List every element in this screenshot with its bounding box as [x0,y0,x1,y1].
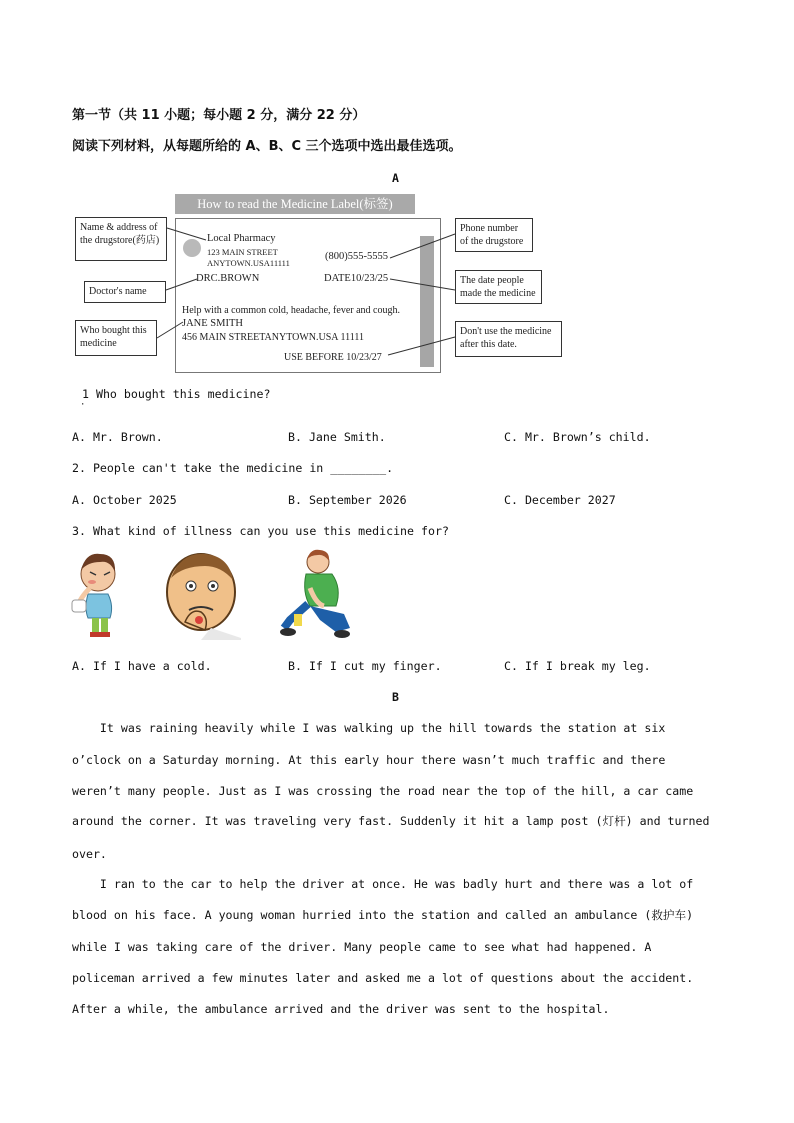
pharmacy-city: ANYTOWN.USA11111 [207,258,290,268]
label-side-bar [420,236,434,367]
question-1-dot: · [80,400,86,410]
callout-date-made: The date people made the medicine [455,270,542,304]
question-1-option-c: C. Mr. Brown’s child. [504,430,651,444]
passage-line: over. [72,847,107,861]
section-instruction: 阅读下列材料，从每题所给的 A、B、C 三个选项中选出最佳选项。 [72,139,462,154]
passage-line: around the corner. It was traveling very fast. Suddenly it hit a lamp post (灯杆) and turned [72,814,710,828]
question-1-option-a: A. Mr. Brown. [72,430,163,444]
patient-address: 456 MAIN STREETANYTOWN.USA 11111 [182,332,364,343]
pharmacy-street: 123 MAIN STREET [207,247,278,257]
pharmacy-phone: (800)555-5555 [325,251,388,262]
cold-child-illustration [70,548,130,640]
use-before-date: USE BEFORE 10/23/27 [284,352,382,363]
part-a-letter: A [392,171,399,185]
callout-doctor-name: Doctor's name [84,281,166,303]
question-1-stem: 1 Who bought this medicine? [82,387,271,401]
passage-line: It was raining heavily while I was walking up the hill towards the station at six [72,721,666,735]
passage-line: After a while, the ambulance arrived and the driver was sent to the hospital. [72,1002,610,1016]
patient-name: JANE SMITH [182,318,243,329]
passage-line: o’clock on a Saturday morning. At this early hour there wasn’t much traffic and there [72,753,666,767]
callout-phone-number: Phone number of the drugstore [455,218,533,252]
made-date: DATE10/23/25 [324,273,389,284]
question-3-option-a: A. If I have a cold. [72,659,212,673]
question-3-option-c: C. If I break my leg. [504,659,651,673]
question-2-option-a: A. October 2025 [72,493,177,507]
section-heading: 第一节（共 11 小题；每小题 2 分，满分 22 分） [72,108,366,123]
passage-line: policeman arrived a few minutes later and asked me a lot of questions about the accident. [72,971,694,985]
question-3-stem: 3. What kind of illness can you use this medicine for? [72,524,449,538]
usage-text: Help with a common cold, headache, fever and cough. [182,305,400,316]
passage-line: while I was taking care of the driver. Many people came to see what had happened. A [72,940,652,954]
question-2-option-b: B. September 2026 [288,493,407,507]
callout-name-address: Name & address of the drugstore(药店) [75,217,167,261]
question-3-option-b: B. If I cut my finger. [288,659,442,673]
callout-dont-use: Don't use the medicine after this date. [455,321,562,357]
cut-finger-illustration [161,548,241,640]
doctor-name: DRC.BROWN [196,273,260,284]
passage-line: weren’t many people. Just as I was crossing the road near the top of the hill, a car came [72,784,694,798]
callout-who-bought: Who bought this medicine [75,320,157,356]
broken-leg-illustration [280,548,352,640]
passage-line: blood on his face. A young woman hurried into the station and called an ambulance (救护车) [72,908,694,922]
question-2-stem: 2. People can't take the medicine in ________. [72,461,394,475]
part-b-letter: B [392,690,399,704]
pharmacy-name: Local Pharmacy [207,233,276,244]
pharmacy-logo-icon [183,239,201,257]
question-2-option-c: C. December 2027 [504,493,616,507]
question-1-option-b: B. Jane Smith. [288,430,386,444]
label-title: How to read the Medicine Label(标签) [175,194,415,214]
passage-line: I ran to the car to help the driver at once. He was badly hurt and there was a lot of [72,877,694,891]
